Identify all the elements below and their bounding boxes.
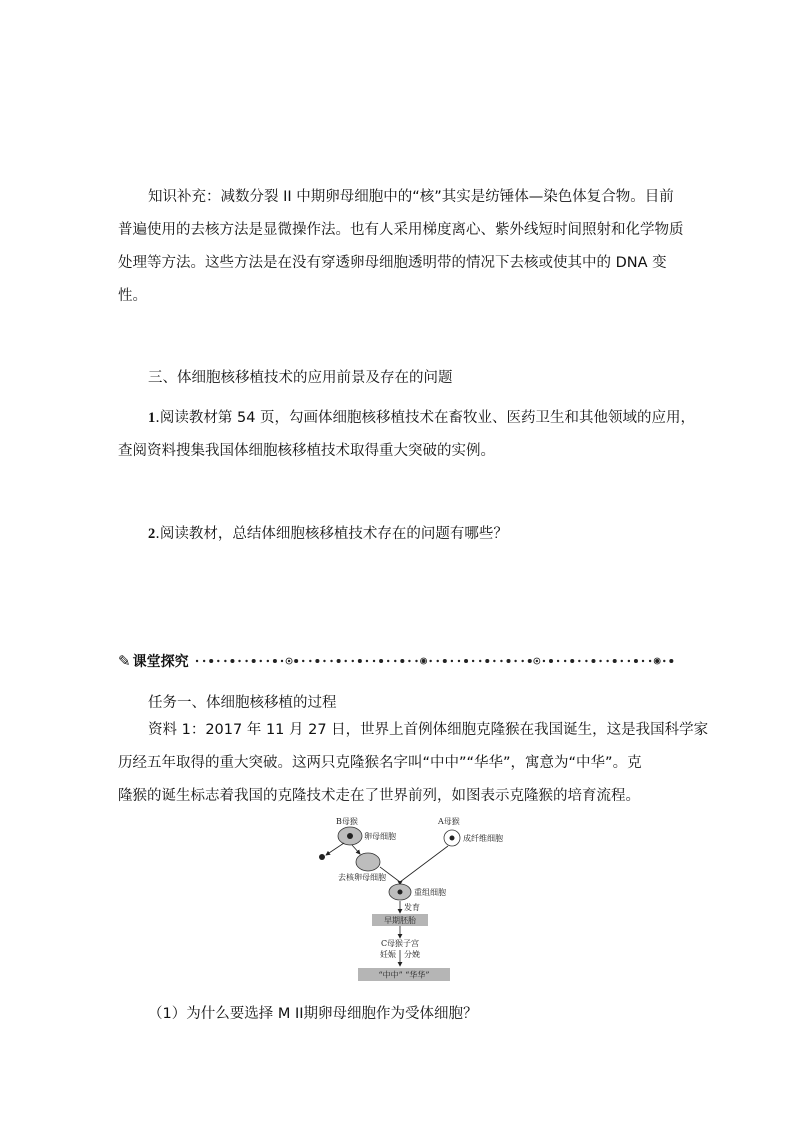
classroom-explore-divider [118, 650, 678, 672]
arrow-to-enucleated [352, 845, 360, 854]
knowledge-line-4: 性。 [118, 288, 147, 304]
section-3-title: 三、体细胞核移植技术的应用前景及存在的问题 [148, 370, 453, 386]
material-1-line-2: 历经五年取得的重大突破。这两只克隆猴名字叫“中中”“华华”，寓意为“中华”。克 [118, 755, 642, 771]
question-1-number: 1 [148, 410, 156, 426]
knowledge-line-1: 知识补充：减数分裂 II 中期卵母细胞中的“核”其实是纺锤体—染色体复合物。目前 [148, 189, 674, 205]
label-c-uterus: C母猴子宫 [380, 939, 420, 948]
label-recombined: 重组细胞 [414, 888, 446, 897]
label-b-monkey: B母猴 [336, 817, 358, 826]
recombined-nucleus [398, 890, 403, 895]
task-1-title: 任务一、体细胞核移植的过程 [148, 695, 337, 711]
label-early-embryo: 早期胚胎 [384, 916, 416, 925]
knowledge-line-3: 处理等方法。这些方法是在没有穿透卵母细胞透明带的情况下去核或使其中的 DNA 变 [118, 255, 667, 271]
enucleated-oocyte [356, 853, 380, 871]
label-result: “中中” “华华” [378, 970, 430, 980]
question-1-text: .阅读教材第 54 页，勾画体细胞核移植技术在畜牧业、医药卫生和其他领域的应用， [155, 410, 696, 426]
classroom-explore-label: 课堂探究 [132, 654, 189, 670]
question-mii-oocyte: （1）为什么要选择 M II期卵母细胞作为受体细胞？ [148, 1006, 478, 1022]
label-a-monkey: A母猴 [438, 817, 460, 826]
material-1-line-1: 资料 1：2017 年 11 月 27 日，世界上首例体细胞克隆猴在我国诞生，这是我国科学家 [148, 722, 709, 738]
label-develop: 发育 [404, 903, 420, 912]
pen-icon: ✎ [118, 652, 131, 670]
arrow-to-nucleus [326, 843, 344, 855]
cloning-flow-diagram [300, 812, 503, 988]
line-fibroblast-merge [400, 846, 448, 882]
knowledge-line-2: 普遍使用的去核方法是显微操作法。也有人采用梯度离心、紫外线短时间照射和化学物质 [118, 222, 684, 238]
question-2-number: 2 [148, 526, 156, 542]
question-1-line-2: 查阅资料搜集我国体细胞核移植技术取得重大突破的实例。 [118, 443, 495, 459]
label-enucleated: 去核卵母细胞 [338, 873, 386, 882]
dotted-decoration [193, 655, 678, 667]
label-pregnancy: 妊娠 [380, 950, 396, 959]
label-birth: 分娩 [404, 950, 420, 959]
fibroblast-nucleus [450, 836, 455, 841]
question-2-text: .阅读教材，总结体细胞核移植技术存在的问题有哪些？ [155, 526, 508, 542]
oocyte-nucleus [347, 833, 353, 839]
question-1-line-1 [148, 406, 695, 427]
material-1-line-3: 隆猴的诞生标志着我国的克隆技术走在了世界前列，如图表示克隆猴的培育流程。 [118, 788, 640, 804]
label-fibroblast: 成纤维细胞 [463, 834, 503, 843]
removed-nucleus [319, 854, 325, 860]
label-oocyte: 卵母细胞 [364, 832, 396, 841]
question-2 [148, 522, 508, 543]
